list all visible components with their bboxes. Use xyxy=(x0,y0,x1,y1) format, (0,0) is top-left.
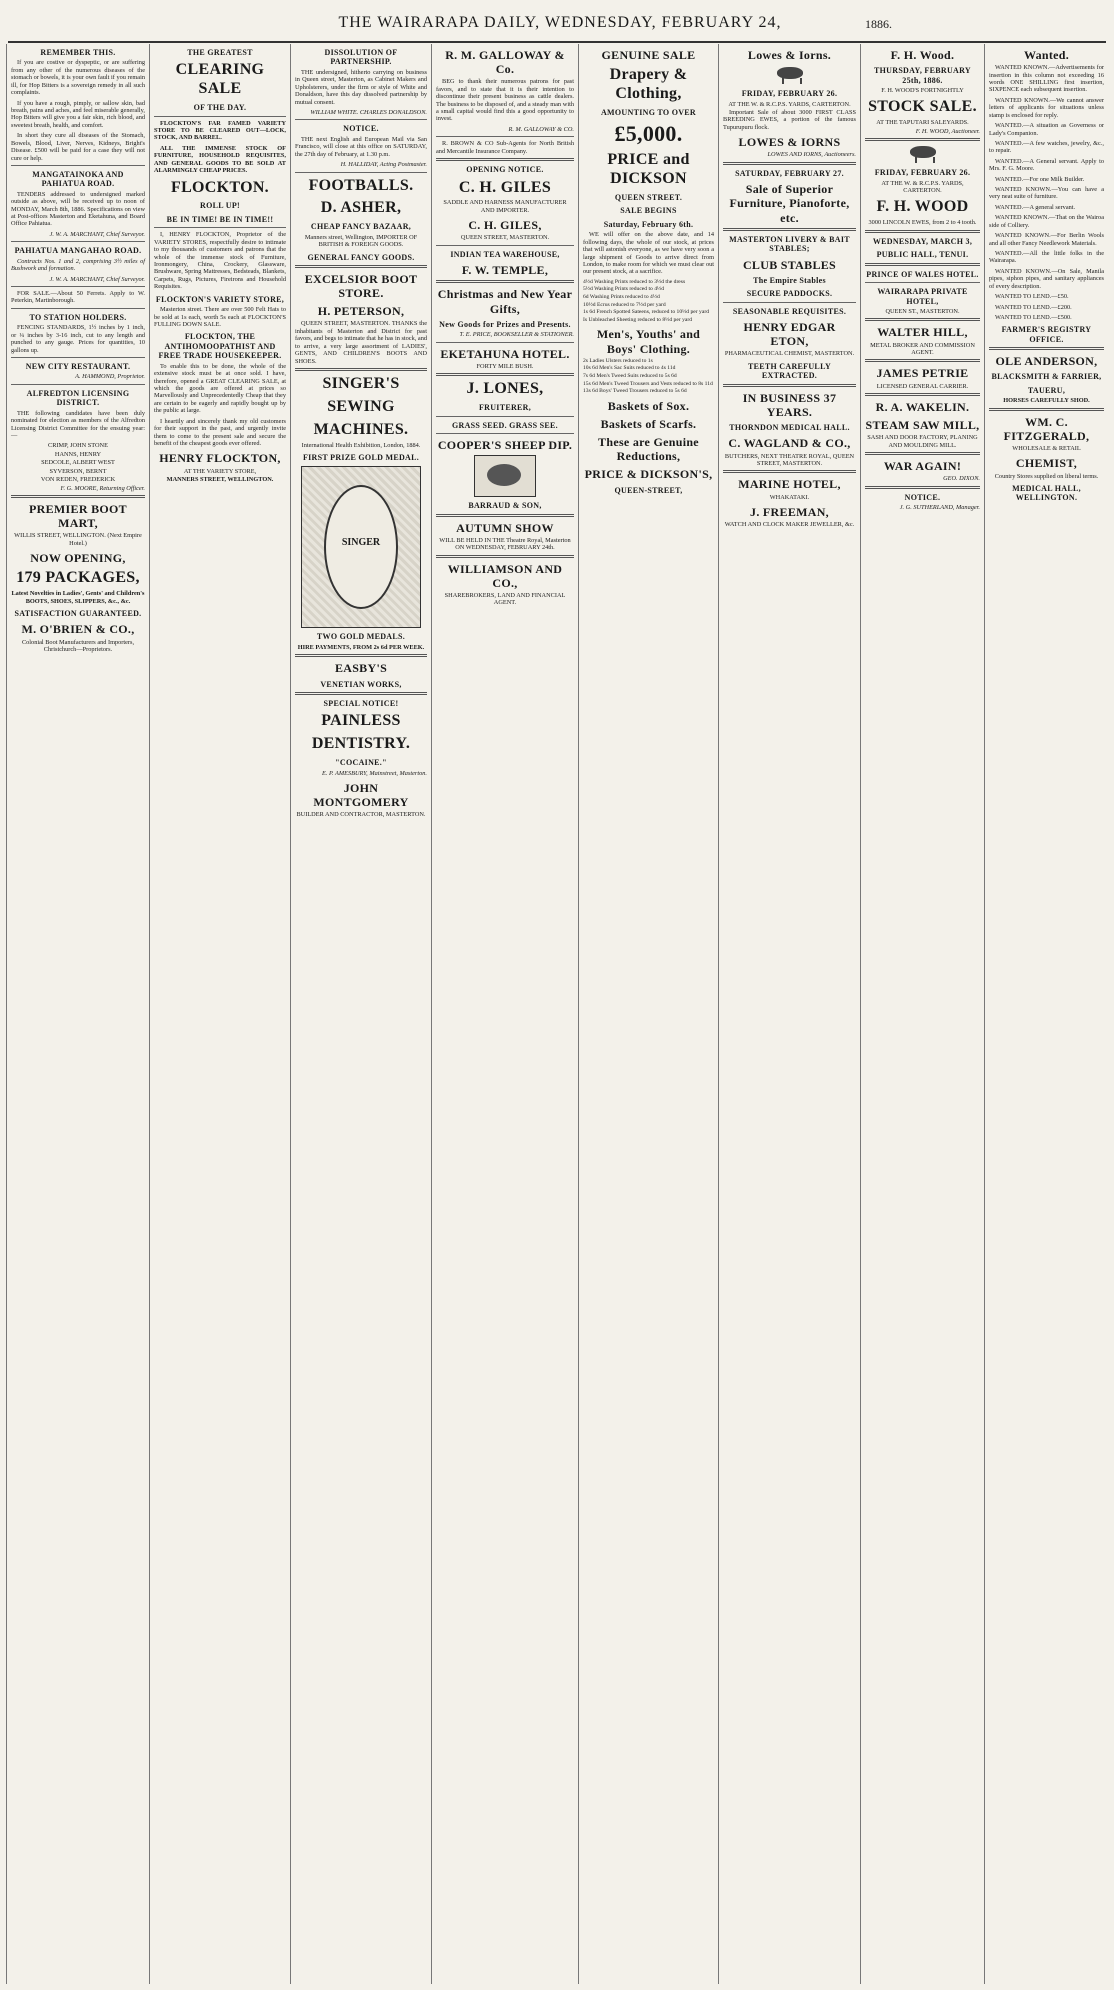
divider xyxy=(11,308,145,309)
eketahuna-heading: EKETAHUNA HOTEL. xyxy=(440,346,570,361)
tender-para: TENDERS addressed to undersigned marked outside as above, will be received up to noon of MONDAY, March 8th, 1886. Specifications on view at Post-offices Masterton and Eketahuna, and Board Office Pahiatua. xyxy=(11,190,145,228)
divider xyxy=(295,172,427,173)
signature: J. W. A. MARCHANT, Chief Surveyor. xyxy=(49,230,145,238)
thorndon-heading: THORNDON MEDICAL HALL. xyxy=(729,423,850,433)
wood-heading: F. H. Wood. xyxy=(890,48,955,62)
flockton-para-1: FLOCKTON'S FAR FAMED VARIETY STORE TO BE CLEARED OUT—LOCK, STOCK, AND BARREL. xyxy=(154,119,286,142)
singer-emblem-image xyxy=(301,466,421,628)
marine-hotel-heading: MARINE HOTEL, xyxy=(738,477,841,492)
wanted-item: WANTED TO LEND.—£500. xyxy=(995,313,1072,321)
hire-payments-text: HIRE PAYMENTS, FROM 2s 6d PER WEEK. xyxy=(297,643,425,651)
be-in-time-heading: BE IN TIME! BE IN TIME!! xyxy=(166,214,274,224)
list-item: 10½d Ecrus reduced to 7½d per yard xyxy=(583,301,666,308)
signature: J. G. SUTHERLAND, Manager. xyxy=(899,504,980,512)
requisites-heading: SEASONABLE REQUISITES. xyxy=(732,306,847,316)
masthead-rule xyxy=(8,41,1106,43)
williamson-text: SHAREBROKERS, LAND AND FINANCIAL AGENT. xyxy=(444,591,566,607)
registry-heading: FARMER'S REGISTRY OFFICE. xyxy=(1001,325,1092,344)
furniture-sale-heading: Sale of Superior Furniture, Pianoforte, etc. xyxy=(729,182,850,225)
hop-bitters-para-1: If you are costive or dyspeptic, or are suffering from any other of the numerous diseases of the stomach or bowels, it is your own fault if you remain ill, for Hop Bitters is a sovereign remedy in all such complaints. xyxy=(11,59,145,97)
galloway-para: BEG to thank their numerous patrons for past favors, and to state that it is their intention to discontinue their present business as cattle dealers. The business to be disposed of, and a steady man with a small capital would find this a good opportunity to invest. xyxy=(436,78,574,123)
wanted-item: WANTED KNOWN.—You can have a very neat suite of furniture. xyxy=(989,186,1104,201)
divider xyxy=(989,347,1104,350)
list-item: 7s 6d Men's Tweed Suits reduced to 5s 6d xyxy=(583,372,677,379)
divider xyxy=(295,692,427,695)
price-list xyxy=(583,279,714,324)
wanted-item: WANTED KNOWN.—We cannot answer letters of applicants for situations unless stamp is enclosed for reply. xyxy=(989,96,1104,119)
divider xyxy=(436,433,574,434)
autumn-show-text: WILL BE HELD IN THE Theatre Royal, Masterton ON WEDNESDAY, FEBRUARY 24th. xyxy=(439,536,571,552)
signature: A. HAMMOND, Proprietor. xyxy=(75,373,145,381)
flockton-para-4: Masterton street. There are over 500 Felt Hats to be sold at 1s each, worth 5s each at FLOCKTON'S FULLING DOWN SALE. xyxy=(154,306,286,328)
wanted-heading: Wanted. xyxy=(1023,48,1070,62)
wanted-item: WANTED KNOWN.—For Berlin Wools and all other Fancy Needlework Materials. xyxy=(989,232,1104,247)
scarfs-heading: Baskets of Scarfs. xyxy=(600,416,697,431)
list-item: VON REDEN, FREDERICK xyxy=(40,476,116,484)
brown-para: R. BROWN & CO Sub-Agents for North British and Mercantile Insurance Company. xyxy=(436,140,574,155)
divider xyxy=(436,514,574,517)
emblem-label: SINGER xyxy=(341,537,381,549)
asher-heading: D. ASHER, xyxy=(320,199,402,217)
exhibition-text: International Health Exhibition, London, 1884. xyxy=(301,441,421,449)
masthead xyxy=(0,0,1114,38)
divider xyxy=(11,495,145,498)
giles-text: SADDLE AND HARNESS MANUFACTURER AND IMPORTER. xyxy=(443,199,567,214)
wanted-item: WANTED TO LEND.—£200. xyxy=(995,303,1072,311)
divider xyxy=(295,654,427,657)
machines-heading: MACHINES. xyxy=(313,420,409,438)
empire-stables-heading: The Empire Stables xyxy=(753,275,826,285)
obrien-text: Colonial Boot Manufacturers and Importers, Christchurch—Proprietors. xyxy=(21,638,135,653)
wanted-item: WANTED KNOWN.—On Sale, Manila pipes, siphon pipes, and sanitary appliances of every description. xyxy=(989,267,1104,290)
easby-heading: EASBY'S xyxy=(334,661,388,676)
taueru-heading: TAUERU, xyxy=(1027,385,1066,395)
wholesale-text: WHOLESALE & RETAIL xyxy=(1012,445,1081,453)
wakelin-heading: R. A. WAKELIN. xyxy=(875,399,970,414)
divider xyxy=(11,286,145,287)
cocaine-heading: "COCAINE." xyxy=(335,758,387,768)
greatest-heading: THE GREATEST xyxy=(187,48,253,57)
flockton-para-6: I heartily and sincerely thank my old customers for their support in the past, and urgently invite them to come to the present sale and secure the benefit of the cheapest goods ever offered. xyxy=(154,417,286,447)
price-dickson-heading: PRICE and DICKSON xyxy=(607,151,690,188)
eton-text: PHARMACEUTICAL CHEMIST, MASTERTON. xyxy=(724,350,855,358)
list-item: 4½d Washing Prints reduced to 3½d the dress xyxy=(583,278,686,285)
war-again-heading: WAR AGAIN! xyxy=(883,459,962,474)
sheep-image xyxy=(773,65,807,85)
queen-street-footer: QUEEN-STREET, xyxy=(614,485,683,495)
wanted-item: WANTED.—For one Milk Builder. xyxy=(995,175,1085,183)
christmas-heading: Christmas and New Year Gifts, xyxy=(437,287,573,316)
two-gold-medals-heading: TWO GOLD MEDALS. xyxy=(316,632,406,642)
roll-up-heading: ROLL UP! xyxy=(200,201,240,211)
wagland-text: BUTCHERS, NEXT THEATRE ROYAL, QUEEN STREET, MASTERTON. xyxy=(724,452,855,468)
wanted-item: WANTED KNOWN.—That on the Wairoa side of Colliery. xyxy=(989,214,1104,229)
list-item: CRIMP, JOHN STONE xyxy=(48,442,108,450)
eton-heading: HENRY EDGAR ETON, xyxy=(743,320,836,349)
wednesday-heading: WEDNESDAY, MARCH 3, xyxy=(872,236,973,246)
contracts-para: Contracts Nos. 1 and 2, comprising 3½ miles of Bushwork and formation. xyxy=(11,257,145,273)
sewing-heading: SEWING xyxy=(327,397,395,415)
fortnightly-text: F. H. WOOD'S FORTNIGHTLY xyxy=(881,87,964,95)
divider xyxy=(11,384,145,385)
divider xyxy=(723,302,856,303)
flockton-para-3: I, HENRY FLOCKTON, Proprietor of the VARIETY STORES, respectfully desire to intimate to my thousands of customers and patrons that the whole of the immense stock of Furniture, Ironmongery, China, Crockery, Glassware, Brushware, Spring Mattresses, Bedsteads, Blankets, Carpets, Rugs, Pictures, Fireirons and Household Requisites. xyxy=(154,231,286,291)
saturday-heading: SATURDAY, FEBRUARY 27. xyxy=(735,168,844,178)
giles-heading-2: C. H. GILES, xyxy=(468,218,542,233)
thursday-heading: THURSDAY, FEBRUARY 25th, 1886. xyxy=(874,66,971,85)
lincoln-ewes-text: 3000 LINCOLN EWES, from 2 to 4 tooth. xyxy=(868,219,977,227)
petrie-heading: JAMES PETRIE xyxy=(876,366,969,381)
gold-medal-heading: FIRST PRIZE GOLD MEDAL. xyxy=(302,453,420,463)
fruiterer-heading: FRUITERER, xyxy=(478,403,532,413)
flockton-para-5: To enable this to be done, the whole of the extensive stock must be at once sold. I have, therefore, opened a GREAT CLEARING SALE, at which the goods are offered at prices so Marvellously and Unprecedentedly Cheap that they are certain to be eagerly and rapidly bought up by the public at large. xyxy=(154,362,286,415)
williamson-heading: WILLIAMSON AND CO., xyxy=(447,561,563,590)
grass-seed-heading: GRASS SEED. GRASS SEE. xyxy=(452,420,558,430)
wanted-item: WANTED.—A situation as Governess or Lady's Companion. xyxy=(989,122,1104,137)
pahiatua-heading: PAHIATUA MANGAHAO ROAD. xyxy=(14,246,142,256)
notice-heading: NOTICE. xyxy=(904,492,941,502)
stock-sale-heading: STOCK SALE. xyxy=(868,98,977,116)
divider xyxy=(436,280,574,283)
list-item: 1s 6d French Spotted Sateens, reduced to 10½d per yard xyxy=(583,309,709,316)
opening-notice-heading: OPENING NOTICE. xyxy=(466,165,544,175)
divider xyxy=(865,452,980,455)
signature: T. E. PRICE, BOOKSELLER & STATIONER. xyxy=(459,331,574,339)
divider xyxy=(865,282,980,283)
divider xyxy=(865,318,980,321)
signature: F. G. MOORE, Returning Officer. xyxy=(60,484,145,492)
amounting-heading: AMOUNTING TO OVER xyxy=(600,107,697,117)
signature: F. H. WOOD, Auctioneer. xyxy=(915,127,980,135)
signature: MANNERS STREET, WELLINGTON. xyxy=(166,475,274,483)
excelsior-heading: EXCELSIOR BOOT STORE. xyxy=(304,272,418,301)
restaurant-heading: NEW CITY RESTAURANT. xyxy=(25,362,131,371)
prince-wales-heading: PRINCE OF WALES HOTEL. xyxy=(866,269,979,279)
peterson-heading: H. PETERSON, xyxy=(317,304,405,319)
hop-bitters-para-3: In short they cure all diseases of the Stomach, Bowels, Blood, Liver, Nerves, Kidneys, Bright's Disease. £500 will be paid for a case they will not cure or help. xyxy=(11,132,145,162)
autumn-show-heading: AUTUMN SHOW xyxy=(456,520,554,535)
signature: E. P. AMESBURY, Mainstreet, Masterton. xyxy=(321,769,427,777)
signature: J. W. A. MARCHANT, Chief Surveyor. xyxy=(49,275,145,283)
divider xyxy=(154,227,286,228)
list-item: HANNS, HENRY xyxy=(54,450,102,458)
sheep-image xyxy=(906,144,940,164)
chemist-heading: CHEMIST, xyxy=(1015,456,1078,471)
freeman-heading: J. FREEMAN, xyxy=(750,505,829,520)
sheep-dip-heading: COOPER'S SHEEP DIP. xyxy=(437,437,573,452)
painless-heading: PAINLESS xyxy=(321,712,401,730)
medical-hall-heading: MEDICAL HALL, WELLINGTON. xyxy=(1012,484,1081,503)
signature: GEO. DIXON. xyxy=(943,475,980,483)
queen-street-heading: QUEEN STREET. xyxy=(614,193,683,203)
boot-mart-heading: PREMIER BOOT MART, xyxy=(29,501,127,531)
blacksmith-heading: BLACKSMITH & FARRIER, xyxy=(991,372,1102,382)
special-notice-heading: SPECIAL NOTICE! xyxy=(323,698,399,708)
wanted-item: WANTED TO LEND.—£50. xyxy=(995,293,1069,301)
divider xyxy=(154,116,286,117)
horses-text: HORSES CAREFULLY SHOD. xyxy=(1003,397,1090,405)
peterson-para: QUEEN STREET, MASTERTON. THANKS the inhabitants of Masterton and District for past favors, and begs to intimate that he has in stock, and to arrive, a very large assortment of LADIES', GENTS, AND CHILDREN'S BOOTS AND SHOES. xyxy=(295,320,427,365)
paddocks-heading: SECURE PADDOCKS. xyxy=(746,289,833,299)
alfredton-para: THE following candidates have been duly nominated for election as members of the Alfredton Licensing District Committee for the ensuing year:— xyxy=(11,409,145,439)
saw-mill-heading: STEAM SAW MILL, xyxy=(865,418,980,433)
divider xyxy=(11,357,145,358)
signature: H. HALLIDAY, Acting Postmaster. xyxy=(340,161,427,169)
signature: LOWES AND IORNS, Auctioneers. xyxy=(767,151,856,159)
list-item: SEDCOLE, ALBERT WEST xyxy=(41,459,115,467)
divider xyxy=(723,384,856,387)
giles-heading: C. H. GILES xyxy=(458,178,552,196)
genuine-sale-heading: GENUINE SALE xyxy=(601,48,696,62)
galloway-heading: R. M. GALLOWAY & Co. xyxy=(445,48,565,77)
asher-text: Manners street, Wellington, IMPORTER OF BRITISH & FOREIGN GOODS. xyxy=(304,233,418,249)
new-goods-heading: New Goods for Prizes and Presents. xyxy=(439,319,571,329)
club-stables-heading: CLUB STABLES xyxy=(742,257,837,272)
walter-hill-heading: WALTER HILL, xyxy=(877,325,968,340)
venetian-heading: VENETIAN WORKS, xyxy=(320,679,402,689)
sheep-dip-tin-image xyxy=(474,455,536,497)
yards-text: AT THE W. & R.C.P.S. YARDS, CARTERTON. xyxy=(881,179,964,195)
divider xyxy=(723,228,856,231)
fitzgerald-heading: WM. C. FITZGERALD, xyxy=(1003,414,1090,443)
freeman-text: WATCH AND CLOCK MAKER JEWELLER, &c. xyxy=(724,521,855,529)
marine-hotel-text: WHAKATAKI. xyxy=(769,493,810,501)
column-3 xyxy=(290,44,431,1984)
wood-heading-2: F. H. WOOD xyxy=(876,198,969,216)
wanted-item: WANTED.—A few watches, jewelry, &c., to repair. xyxy=(989,139,1104,155)
lowes-iorns-heading: Lowes & Iorns. xyxy=(747,48,832,62)
clothing-list xyxy=(583,358,714,395)
sale-para: WE will offer on the above date, and 14 following days, the whole of our stock, at prices that will astonish everyone, as we have very soon a large shipment of Goods to arrive direct from London, to make room for which we must clear out our present stock, at a sacrifice. xyxy=(583,231,714,276)
candidate-list xyxy=(11,442,145,483)
lones-heading: J. LONES, xyxy=(466,380,544,398)
clearing-sale-heading: CLEARING SALE xyxy=(175,61,265,98)
petrie-text: LICENSED GENERAL CARRIER. xyxy=(876,382,969,390)
livery-heading: MASTERTON LIVERY & BAIT STABLES; xyxy=(729,234,850,254)
divider xyxy=(865,263,980,266)
years-heading: IN BUSINESS 37 YEARS. xyxy=(742,390,837,419)
mail-para: THE next English and European Mail via San Francisco, will close at this office on SATURDAY, the 27th day of February, at 1.30 p.m. xyxy=(295,135,427,158)
divider xyxy=(11,241,145,242)
montgomery-heading: JOHN MONTGOMERY xyxy=(313,780,409,810)
column-6 xyxy=(718,44,860,1984)
bazaar-heading: CHEAP FANCY BAZAAR, xyxy=(310,222,412,232)
sale-date-heading: Saturday, February 6th. xyxy=(603,219,694,229)
friday-heading: FRIDAY, FEBRUARY 26. xyxy=(874,168,971,178)
footballs-heading: FOOTBALLS. xyxy=(308,176,414,194)
ewes-para: Important Sale of about 3000 FIRST CLASS BREEDING EWES, a portion of the famous Tupurupuru flock. xyxy=(723,109,856,131)
private-hotel-heading: WAIRARAPA PRIVATE HOTEL, xyxy=(877,287,968,306)
obrien-heading: M. O'BRIEN & CO., xyxy=(21,622,135,637)
of-the-day-heading: OF THE DAY. xyxy=(193,103,247,113)
boot-mart-address: WILLIS STREET, WELLINGTON. (Next Empire Hotel.) xyxy=(14,532,142,547)
wanted-item: WANTED KNOWN.—Advertisements for insertion in this column not exceeding 16 words ONE SHILLING first insertion, SIXPENCE each subsequent insertion. xyxy=(989,64,1104,94)
montgomery-text: BUILDER AND CONTRACTOR, MASTERTON. xyxy=(296,811,426,819)
satisfaction-heading: SATISFACTION GUARANTEED. xyxy=(14,608,142,618)
private-hotel-text: QUEEN ST., MASTERTON. xyxy=(885,307,960,315)
list-item: 13s 6d Boys' Tweed Trousers reduced to 5s 6d xyxy=(583,388,687,395)
divider xyxy=(436,136,574,137)
sale-begins-heading: SALE BEGINS xyxy=(620,206,677,216)
now-opening-heading: NOW OPENING, xyxy=(30,551,126,566)
novelties-text: Latest Novelties in Ladies', Gents' and Children's BOOTS, SHOES, SLIPPERS, &c., &c. xyxy=(11,590,145,605)
newspaper-year: 1886. xyxy=(865,17,892,31)
divider xyxy=(11,165,145,166)
saw-mill-text: SASH AND DOOR FACTORY, PLANING AND MOULDING MILL. xyxy=(867,434,978,449)
divider xyxy=(989,408,1104,411)
clothing-heading: Men's, Youths' and Boys' Clothing. xyxy=(596,327,701,356)
divider xyxy=(723,470,856,473)
divider xyxy=(295,119,427,120)
dentistry-heading: DENTISTRY. xyxy=(311,735,411,753)
friday-heading: FRIDAY, FEBRUARY 26. xyxy=(741,89,838,99)
signature: AT THE VARIETY STORE, xyxy=(183,467,257,475)
genuine-heading: These are Genuine Reductions, xyxy=(598,435,699,464)
yards-text: AT THE W. & R.C.P.S. YARDS, CARTERTON. xyxy=(728,100,851,108)
temple-heading: F. W. TEMPLE, xyxy=(461,263,549,278)
anderson-heading: OLE ANDERSON, xyxy=(995,354,1098,369)
lowes-heading: LOWES & IORNS xyxy=(738,135,841,150)
dissolution-para: THE undersigned, hitherto carrying on business in Queen street, Masterton, as Cabinet Makers and Upholsterers, under the firm or style of White and Donaldson, have this day dissolved partnership by mutual consent. xyxy=(295,68,427,106)
eketahuna-text: FORTY MILE BUSH. xyxy=(476,362,534,370)
alfredton-heading: ALFREDTON LICENSING DISTRICT. xyxy=(26,388,130,408)
column-5 xyxy=(578,44,718,1984)
flockton-heading: FLOCKTON. xyxy=(171,178,269,196)
divider xyxy=(865,486,980,489)
country-stores-text: Country Stores supplied on liberal terms. xyxy=(994,472,1099,480)
antihomoopathist-heading: FLOCKTON, THE ANTIHOMOOPATHIST AND FREE TRADE HOUSEKEEPER. xyxy=(158,332,282,361)
divider xyxy=(436,245,574,246)
packages-heading: 179 PACKAGES, xyxy=(16,569,140,587)
wanted-item: WANTED.—A General servant. Apply to Mrs. F. G. Moore. xyxy=(989,157,1104,173)
price-dickson-footer: PRICE & DICKSON'S, xyxy=(584,467,713,482)
signature: HENRY FLOCKTON, xyxy=(159,451,281,466)
mangatainoka-heading: MANGATAINOKA AND PAHIATUA ROAD. xyxy=(32,169,124,189)
ferrets-para: FOR SALE.—About 50 Ferrets. Apply to W. Peterkin, Martinborough. xyxy=(11,290,145,305)
sox-heading: Baskets of Sox. xyxy=(607,398,690,413)
giles-address: QUEEN STREET, MASTERTON. xyxy=(460,234,550,242)
divider xyxy=(865,359,980,362)
divider xyxy=(436,555,574,558)
fancy-goods-heading: GENERAL FANCY GOODS. xyxy=(307,252,415,262)
divider xyxy=(295,368,427,371)
list-item: Is Unbleached Sheeting reduced to 8½d per yard xyxy=(583,316,693,323)
remember-heading: REMEMBER THIS. xyxy=(40,48,116,57)
signature: R. M. GALLOWAY & CO. xyxy=(508,125,574,133)
tea-warehouse-heading: INDIAN TEA WAREHOUSE, xyxy=(450,249,560,259)
saleyards-text: AT THE TAPUTARI SALEYARDS. xyxy=(876,119,969,127)
notice-heading: NOTICE. xyxy=(343,124,379,134)
divider xyxy=(723,162,856,165)
list-item: SYVERSON, BERNT xyxy=(49,467,107,475)
divider xyxy=(865,230,980,233)
column-2 xyxy=(149,44,290,1984)
wanted-item: WANTED.—A general servant. xyxy=(995,203,1076,211)
amount-heading: £5,000. xyxy=(614,121,683,147)
divider xyxy=(865,393,980,396)
column-7 xyxy=(860,44,984,1984)
divider xyxy=(436,373,574,376)
list-item: 2s Ladies Ulsters reduced to 1s xyxy=(583,357,653,364)
station-holders-heading: TO STATION HOLDERS. xyxy=(29,312,127,322)
flockton-para-2: ALL THE IMMENSE STOCK OF FURNITURE, HOUSEHOLD REQUISITES, AND GENERAL GOODS TO BE SOLD AT ALARMINGLY CHEAP PRICES. xyxy=(154,144,286,175)
teeth-heading: TEETH CAREFULLY EXTRACTED. xyxy=(747,361,832,381)
variety-store-heading: FLOCKTON'S VARIETY STORE, xyxy=(155,294,285,304)
divider xyxy=(865,138,980,141)
divider xyxy=(295,265,427,268)
drapery-heading: Drapery & Clothing, xyxy=(609,66,688,103)
list-item: 6d Washing Prints reduced to 4½d xyxy=(583,294,660,301)
hop-bitters-para-2: If you have a rough, pimply, or sallow skin, bad breath, pains and aches, and feel miserable generally, Hop Bitters will give you a fair skin, rich blood, and sweetest breath, health, and comfort. xyxy=(11,99,145,129)
list-item: 15s 6d Men's Tweed Trousers and Vests reduced to 8s 11d xyxy=(583,380,713,387)
divider xyxy=(436,342,574,343)
singers-heading: SINGER'S xyxy=(322,375,400,392)
divider xyxy=(436,416,574,417)
signature: WILLIAM WHITE. CHARLES DONALDSON. xyxy=(310,108,427,116)
walter-hill-text: METAL BROKER AND COMMISSION AGENT. xyxy=(870,341,975,356)
column-8 xyxy=(984,44,1108,1984)
column-4 xyxy=(431,44,578,1984)
divider xyxy=(436,158,574,161)
wagland-heading: C. WAGLAND & CO., xyxy=(728,436,851,451)
list-item: 5½d Washing Prints reduced to 4½d xyxy=(583,286,665,293)
column-1 xyxy=(6,44,149,1984)
wanted-item: WANTED.—All the little folks in the Wairarapa. xyxy=(989,250,1104,265)
newspaper-title: THE WAIRARAPA DAILY, WEDNESDAY, FEBRUARY 24, xyxy=(338,14,782,31)
dissolution-heading: DISSOLUTION OF PARTNERSHIP. xyxy=(324,48,398,67)
barraud-heading: BARRAUD & SON, xyxy=(468,501,542,511)
public-hall-heading: PUBLIC HALL, TENUI. xyxy=(876,250,969,260)
list-item: 10s 6d Men's Sac Suits reduced to 4s 11d xyxy=(583,365,676,372)
fencing-para: FENCING STANDARDS, 1½ inches by 1 inch, or ¼ inches by 3-16 inch, cut to any length and punched to any gauge. Prices for quantities, 10 gallons up. xyxy=(11,324,145,354)
